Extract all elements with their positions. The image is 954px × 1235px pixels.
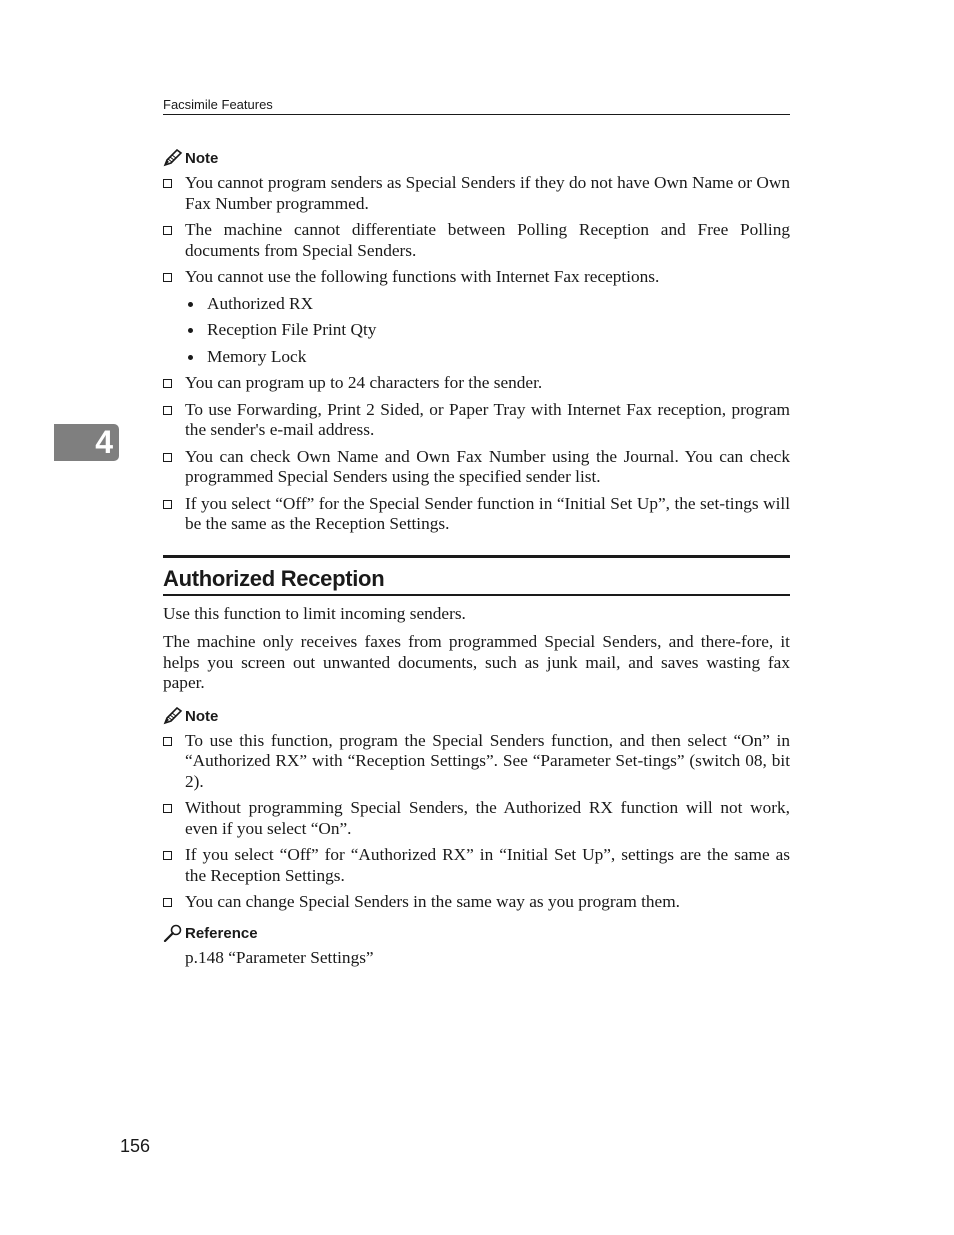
checkbox-bullet-icon bbox=[163, 179, 172, 188]
note-item: You can check Own Name and Own Fax Number using the Journal. You can check programmed Special Senders using the specified sender list. bbox=[163, 447, 790, 488]
checkbox-bullet-icon bbox=[163, 379, 172, 388]
checkbox-bullet-icon bbox=[163, 406, 172, 415]
reference-label bbox=[163, 923, 790, 945]
note-item: You can program up to 24 characters for the sender. bbox=[163, 373, 790, 394]
running-header: Facsimile Features bbox=[163, 96, 790, 115]
note-item: You cannot use the following functions with Internet Fax receptions. Authorized RX Reception File Print Qty Memory Lock bbox=[163, 267, 790, 367]
checkbox-bullet-icon bbox=[163, 898, 172, 907]
note-item: To use this function, program the Special Senders function, and then select “On” in “Authorized RX” with “Reception Settings”. See “Parameter Set-tings” (switch 08, bit 2). bbox=[163, 731, 790, 793]
checkbox-bullet-icon bbox=[163, 804, 172, 813]
checkbox-bullet-icon bbox=[163, 453, 172, 462]
section-heading bbox=[163, 555, 790, 596]
sub-list-item: Memory Lock bbox=[185, 347, 790, 368]
note-item: If you select “Off” for the Special Sender function in “Initial Set Up”, the set-tings will be the same as the Reception Settings. bbox=[163, 494, 790, 535]
body-paragraph: The machine only receives faxes from programmed Special Senders, and there-fore, it helps you screen out unwanted documents, such as junk mail, and saves wasting fax paper. bbox=[163, 632, 790, 692]
note-item: If you select “Off” for “Authorized RX” in “Initial Set Up”, settings are the same as the Reception Settings. bbox=[163, 845, 790, 886]
reference-link[interactable]: p.148 “Parameter Settings” bbox=[185, 947, 374, 967]
checkbox-bullet-icon bbox=[163, 851, 172, 860]
bullet-dot-icon bbox=[188, 328, 193, 333]
checkbox-bullet-icon bbox=[163, 226, 172, 235]
bullet-dot-icon bbox=[188, 355, 193, 360]
note-item: You can change Special Senders in the same way as you program them. bbox=[163, 892, 790, 913]
pencil-icon bbox=[163, 707, 185, 727]
page-content bbox=[163, 148, 790, 968]
chapter-tab: 4 bbox=[54, 424, 119, 461]
checkbox-bullet-icon bbox=[163, 500, 172, 509]
note-label bbox=[163, 148, 790, 170]
magnifier-icon bbox=[163, 924, 185, 944]
note-block bbox=[163, 148, 790, 535]
sub-list bbox=[185, 294, 790, 368]
note-label-text: Note bbox=[185, 150, 219, 167]
sub-list-item: Reception File Print Qty bbox=[185, 320, 790, 341]
reference-label-text: Reference bbox=[185, 924, 258, 942]
page-number: 156 bbox=[120, 1136, 151, 1156]
checkbox-bullet-icon bbox=[163, 737, 172, 746]
checkbox-bullet-icon bbox=[163, 273, 172, 282]
note-label-text: Note bbox=[185, 707, 219, 725]
note-item: The machine cannot differentiate between Polling Reception and Free Polling documents from Special Senders. bbox=[163, 220, 790, 261]
body-paragraph: Use this function to limit incoming senders. bbox=[163, 603, 466, 623]
bullet-dot-icon bbox=[188, 302, 193, 307]
pencil-icon bbox=[163, 149, 185, 169]
sub-list-item: Authorized RX bbox=[185, 294, 790, 315]
note-block bbox=[163, 706, 790, 913]
note-item: To use Forwarding, Print 2 Sided, or Paper Tray with Internet Fax reception, program the sender's e-mail address. bbox=[163, 400, 790, 441]
reference-block bbox=[163, 923, 790, 969]
note-item: Without programming Special Senders, the Authorized RX function will not work, even if you select “On”. bbox=[163, 798, 790, 839]
note-item: You cannot program senders as Special Senders if they do not have Own Name or Own Fax Number programmed. bbox=[163, 173, 790, 214]
note-label bbox=[163, 706, 790, 728]
section-title: Authorized Reception bbox=[163, 565, 385, 591]
